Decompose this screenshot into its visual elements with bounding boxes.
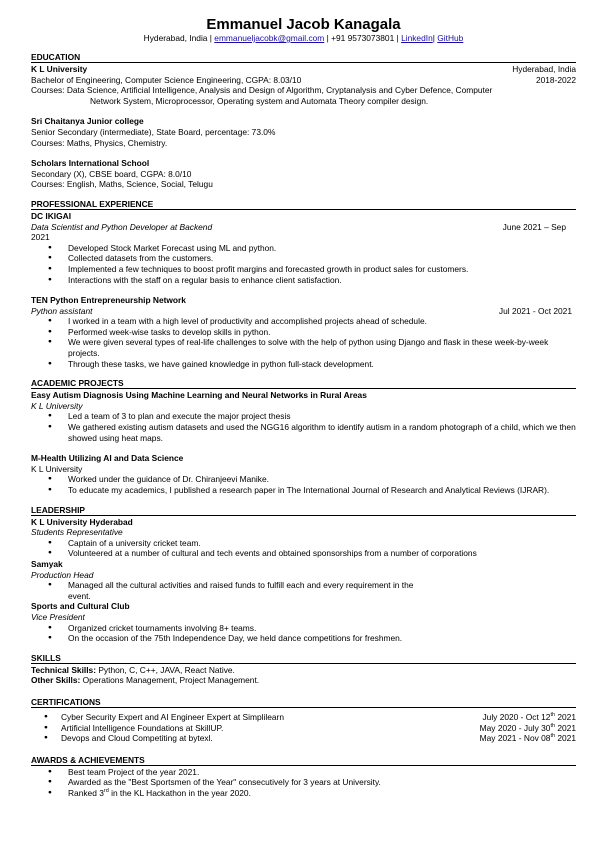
job-dates-cont: 2021 — [31, 232, 50, 243]
leadership-heading: LEADERSHIP — [31, 505, 576, 516]
leadership-entry — [31, 559, 576, 601]
degree-text: Senior Secondary (intermediate), State Board, percentage: 73.0% — [31, 126, 276, 137]
education-entry — [31, 116, 576, 148]
projects-heading: ACADEMIC PROJECTS — [31, 378, 576, 389]
skills-heading: SKILLS — [31, 653, 576, 664]
github-link[interactable]: GitHub — [437, 33, 464, 43]
list-item: ● To educate my academics, I published a research paper in The International Journal of Research and Analytical Reviews (IJRAR). — [31, 485, 576, 496]
certification-date-text: May 2021 - Nov 08 — [479, 733, 551, 744]
education-entry — [31, 64, 576, 106]
education-years: 2018-2022 — [535, 74, 576, 85]
certification-item — [31, 733, 576, 744]
ordinal-suffix: th — [550, 722, 556, 729]
project-bullets — [31, 474, 576, 495]
project-org: K L University — [31, 400, 83, 411]
other-skills-value: Operations Management, Project Management. — [80, 675, 260, 686]
project-entry — [31, 453, 576, 495]
company-name: DC IKIGAI — [31, 210, 72, 221]
school-name: Scholars International School — [31, 158, 150, 169]
leadership-org: Sports and Cultural Club — [31, 601, 130, 612]
project-name: M-Health Utilizing AI and Data Science — [31, 453, 184, 464]
list-item: ● Worked under the guidance of Dr. Chiranjeevi Manike. — [31, 474, 576, 485]
list-item: ● Volunteered at a number of cultural and tech events and obtained sponsorships from a number of corporations — [31, 548, 576, 559]
leadership-entry — [31, 517, 576, 559]
award-item — [31, 777, 576, 788]
technical-skills-value: Python, C, C++, JAVA, React Native. — [96, 664, 235, 675]
ordinal-suffix: th — [550, 733, 556, 740]
courses-text: Courses: Data Science, Artificial Intelligence, Analysis and Design of Algorithm, Cryptanalysis and Cyber Defence, Computer — [31, 85, 493, 96]
linkedin-link[interactable]: LinkedIn — [401, 33, 433, 43]
awards-heading: AWARDS & ACHIEVEMENTS — [31, 755, 576, 766]
other-skills-label: Other Skills: — [31, 675, 81, 686]
courses-text: Courses: English, Maths, Science, Social, Telugu — [31, 179, 213, 190]
list-item: ● On the occasion of the 75th Independence Day, we held dance competitions for freshmen. — [31, 633, 576, 644]
location-text: Hyderabad, India | — [143, 33, 215, 43]
certification-date — [480, 733, 576, 744]
education-heading: EDUCATION — [31, 52, 576, 63]
job-role: Data Scientist and Python Developer at Backend — [31, 221, 213, 232]
certification-item — [31, 723, 576, 734]
school-name: K L University — [31, 64, 88, 74]
job-role: Python assistant — [31, 305, 93, 316]
leadership-bullets — [31, 580, 576, 601]
list-item: ● Led a team of 3 to plan and execute the major project thesis — [31, 411, 576, 422]
certifications-heading: CERTIFICATIONS — [31, 697, 576, 708]
leadership-org: Samyak — [31, 558, 63, 569]
degree-text: Secondary (X), CBSE board, CGPA: 8.0/10 — [31, 168, 192, 179]
certifications-list — [31, 712, 576, 744]
award-text: Awarded as the "Best Sportsmen of the Year" consecutively for 3 years at University. — [68, 777, 381, 788]
leadership-entry — [31, 601, 576, 643]
list-item: ● We gathered existing autism datasets and used the NGG16 algorithm to identify autism in a random photograph of a child, which we then showed using heat maps. — [31, 422, 576, 443]
contact-separator: | — [432, 33, 438, 43]
award-item — [31, 788, 576, 799]
email-link[interactable]: emmanueljacobk@gmail.com — [214, 33, 325, 43]
school-name: Sri Chaitanya Junior college — [31, 116, 144, 127]
certification-date-text: July 2020 - Oct 12 — [482, 711, 551, 722]
leadership-role: Students Representative — [31, 527, 123, 538]
leadership-role: Vice President — [31, 611, 85, 622]
certification-name: ● Cyber Security Expert and AI Engineer Expert at Simplilearn — [61, 711, 284, 722]
courses-text: Courses: Maths, Physics, Chemistry. — [31, 137, 168, 148]
project-bullets — [31, 411, 576, 443]
contact-line — [31, 33, 576, 44]
list-item: ● Performed week-wise tasks to develop skills in python. — [31, 327, 576, 338]
school-location: Hyderabad, India — [512, 64, 576, 74]
list-item: ● I worked in a team with a high level of productivity and accomplished projects ahead of schedule. — [31, 316, 576, 327]
other-skills — [31, 675, 576, 686]
list-item: ● Interactions with the staff on a regular basis to enhance client satisfaction. — [31, 275, 576, 286]
project-entry — [31, 390, 576, 443]
candidate-name: Emmanuel Jacob Kanagala — [206, 16, 401, 33]
project-org: K L University — [31, 463, 83, 474]
job-entry — [31, 211, 576, 285]
list-item: ● Developed Stock Market Forecast using ML and python. — [31, 243, 576, 254]
technical-skills — [31, 665, 576, 676]
list-item: ● Organized cricket tournaments involving 8+ teams. — [31, 623, 576, 634]
courses-text-cont: Network System, Microprocessor, Operating system and Automata Theory compiler design. — [90, 95, 429, 106]
phone-text: | +91 9573073801 | — [324, 33, 402, 43]
degree-text: Bachelor of Engineering, Computer Science Engineering, CGPA: 8.03/10 — [31, 74, 302, 85]
award-text: Best team Project of the year 2021. — [68, 766, 200, 777]
award-text-cont: in the KL Hackathon in the year 2020. — [108, 787, 251, 798]
leadership-bullets — [31, 623, 576, 644]
ordinal-suffix: rd — [103, 788, 109, 795]
project-name: Easy Autism Diagnosis Using Machine Learning and Neural Networks in Rural Areas — [31, 390, 367, 401]
award-item — [31, 767, 576, 778]
list-item: ● Through these tasks, we have gained knowledge in python full-stack development. — [31, 359, 576, 370]
leadership-org: K L University Hyderabad — [31, 516, 133, 527]
leadership-bullets — [31, 538, 576, 559]
experience-heading: PROFESSIONAL EXPERIENCE — [31, 199, 576, 210]
technical-skills-label: Technical Skills: — [31, 664, 97, 675]
certification-date-year: 2021 — [555, 711, 576, 722]
list-item: ● Captain of a university cricket team. — [31, 538, 576, 549]
list-item: ● Collected datasets from the customers. — [31, 253, 576, 264]
list-item: ● We were given several types of real-life challenges to solve with the help of python using Django and flask in these week-by-week projects. — [31, 337, 576, 358]
certification-item — [31, 712, 576, 723]
company-name: TEN Python Entrepreneurship Network — [31, 295, 186, 306]
certification-date — [482, 712, 576, 723]
leadership-role: Production Head — [31, 569, 94, 580]
job-dates: June 2021 – Sep — [502, 221, 566, 232]
certification-date-year: 2021 — [555, 722, 576, 733]
certification-date-year: 2021 — [555, 733, 576, 744]
certification-date — [480, 723, 576, 734]
job-entry — [31, 295, 576, 369]
award-text: Ranked 3 — [68, 787, 104, 798]
ordinal-suffix: th — [550, 712, 556, 719]
certification-date-text: May 2020 - July 30 — [479, 722, 551, 733]
job-bullets — [31, 316, 576, 369]
job-bullets — [31, 243, 576, 285]
list-item: ● Managed all the cultural activities and raised funds to fulfill each and every requirement in the event. — [31, 580, 576, 601]
job-dates: Jul 2021 - Oct 2021 — [498, 305, 572, 316]
list-item: ● Implemented a few techniques to boost profit margins and forecasted growth in product sales for customers. — [31, 264, 576, 275]
awards-list — [31, 767, 576, 799]
resume-page — [31, 16, 576, 798]
certification-name: ● Artificial Intelligence Foundations at SkillUP. — [61, 722, 224, 733]
certification-name: ● Devops and Cloud Competiting at bytexl. — [61, 733, 213, 744]
education-entry — [31, 158, 576, 190]
